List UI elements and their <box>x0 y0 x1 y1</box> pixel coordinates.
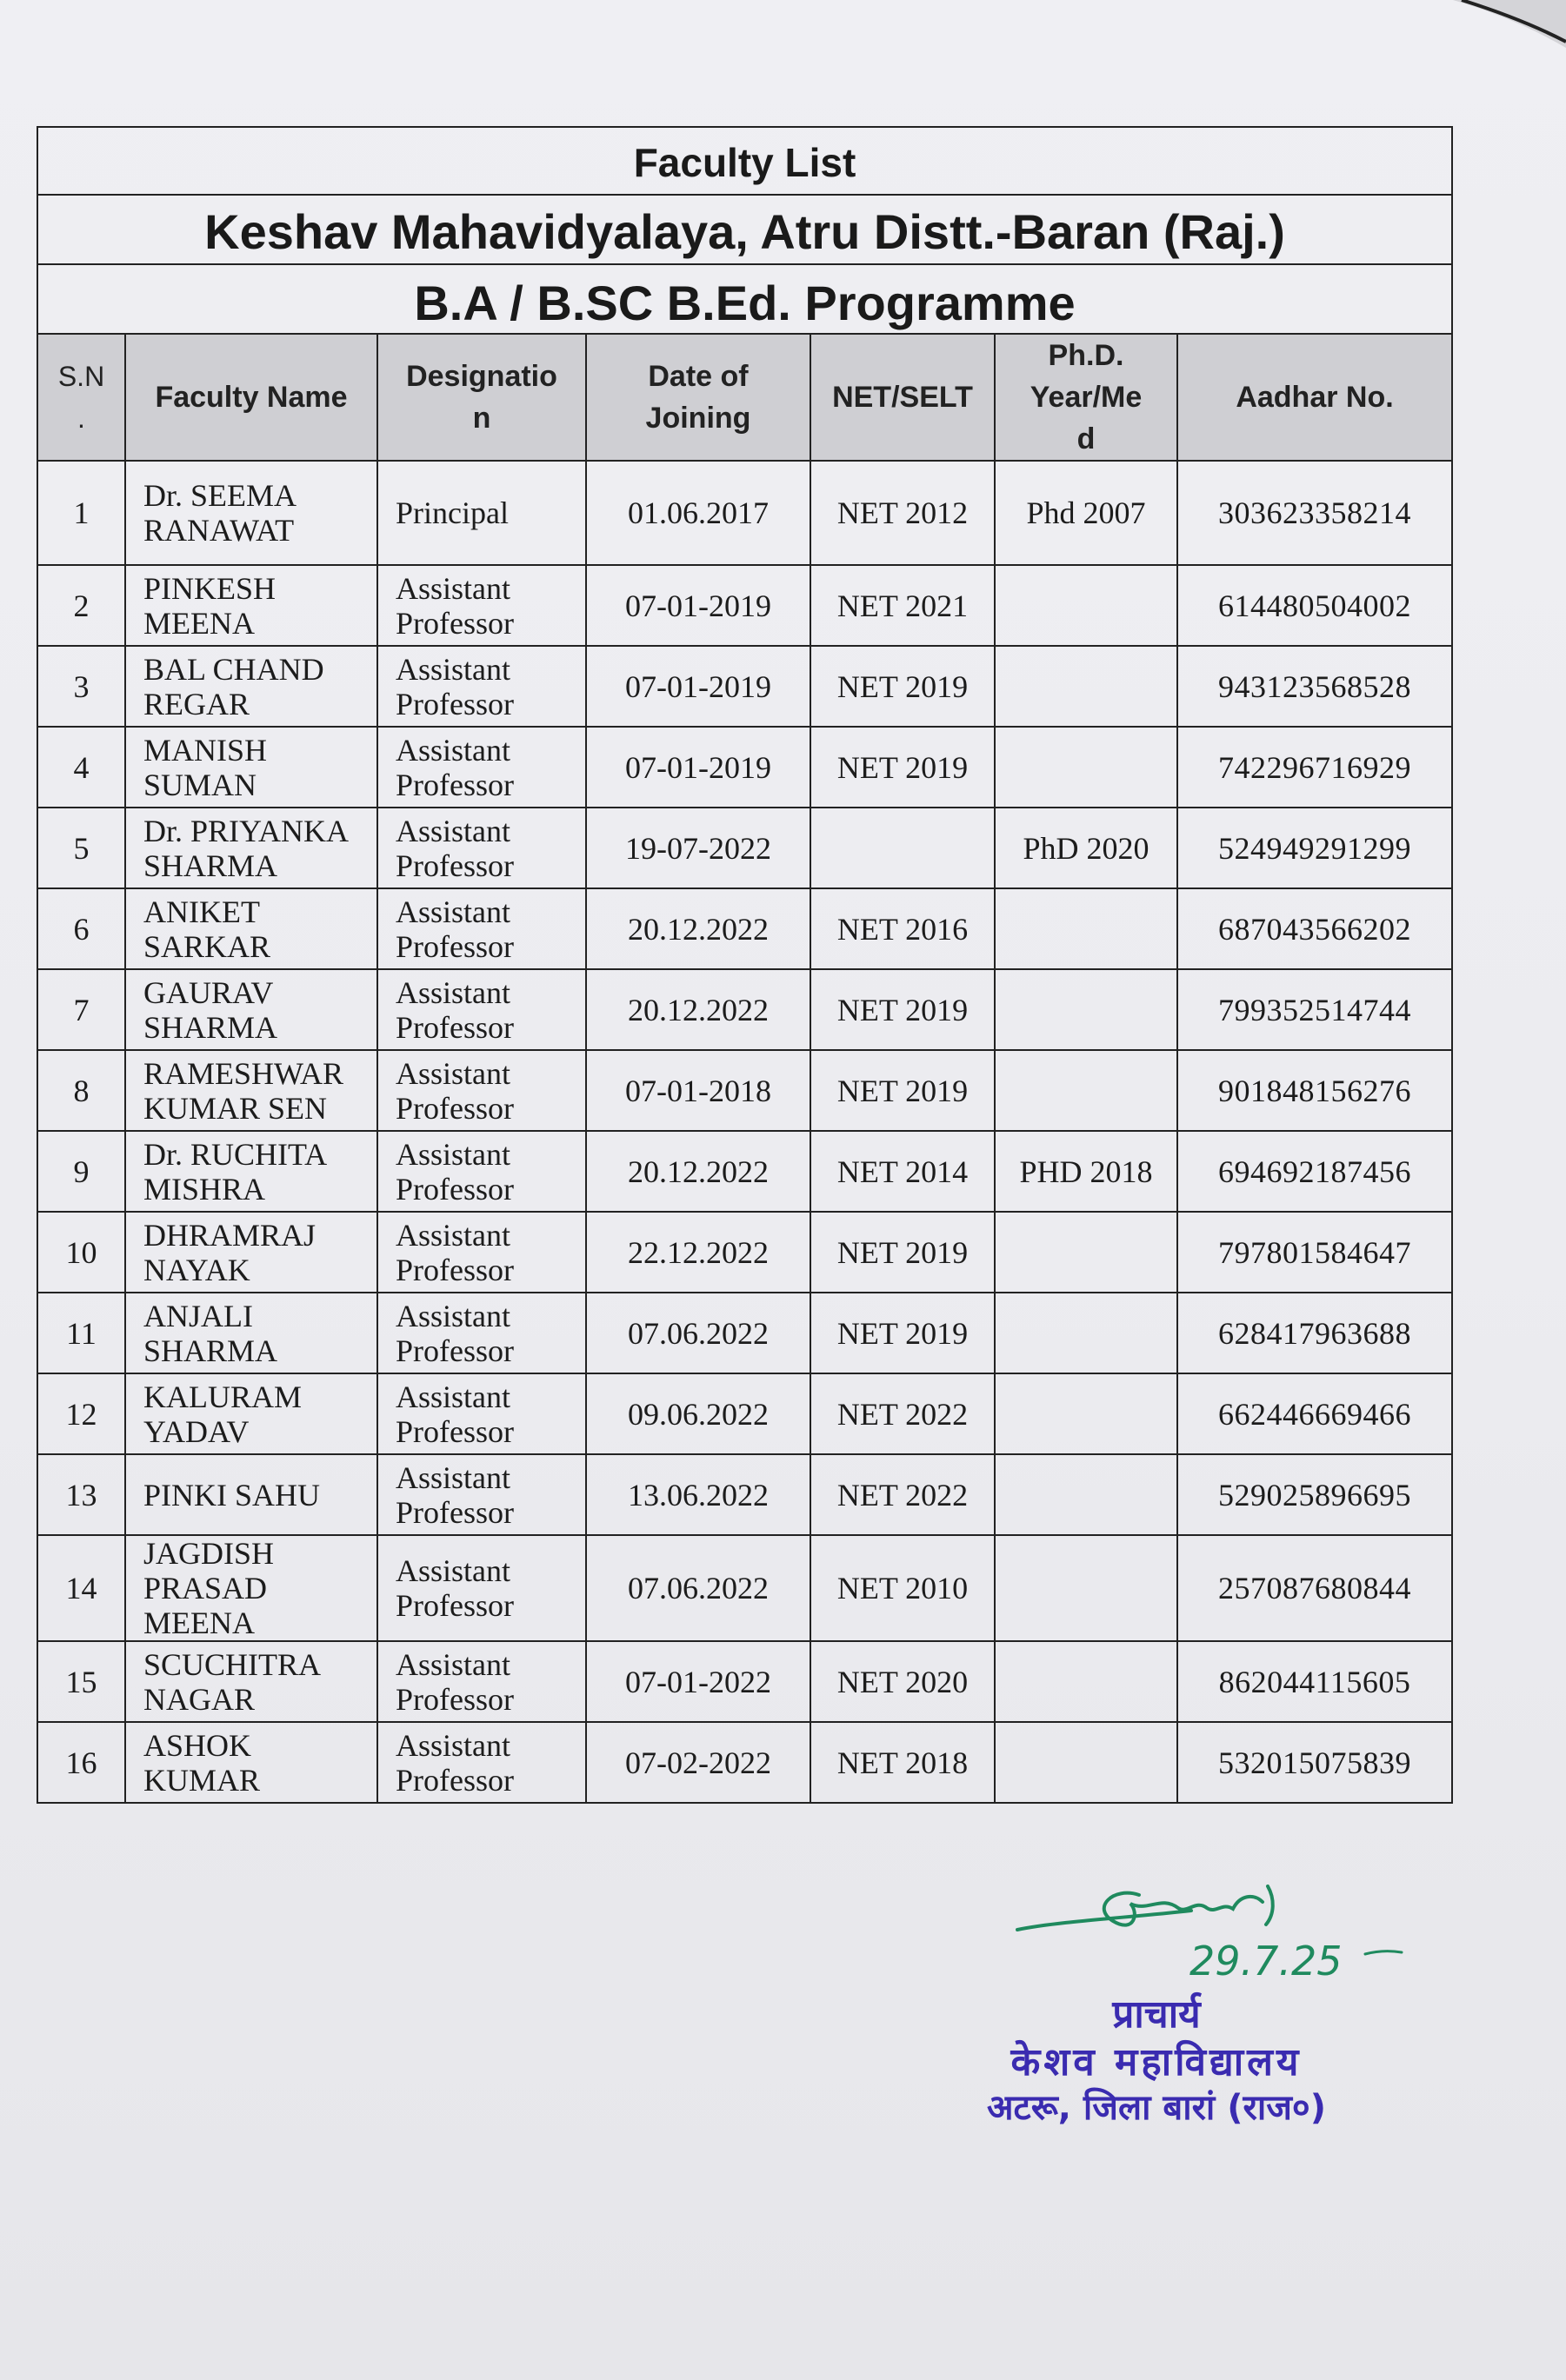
cell-designation: Principal <box>377 461 586 565</box>
cell-designation: Assistant Professor <box>377 1722 586 1802</box>
cell-aadhar: 694692187456 <box>1177 1131 1451 1212</box>
cell-faculty-name: SCUCHITRA NAGAR <box>125 1641 377 1722</box>
cell-net-selt: NET 2019 <box>810 727 995 808</box>
cell-faculty-name: JAGDISH PRASAD MEENA <box>125 1535 377 1641</box>
cell-aadhar: 529025896695 <box>1177 1454 1451 1535</box>
header-aadhar: Aadhar No. <box>1177 335 1451 461</box>
table-row <box>38 1131 1451 1212</box>
seal-line-2: केशव महाविद्यालय <box>1010 2040 1303 2084</box>
cell-net-selt <box>810 808 995 888</box>
cell-phd-year <box>995 888 1177 969</box>
cell-faculty-name: PINKI SAHU <box>125 1454 377 1535</box>
cell-aadhar: 662446669466 <box>1177 1373 1451 1454</box>
cell-designation: Assistant Professor <box>377 727 586 808</box>
cell-aadhar: 303623358214 <box>1177 461 1451 565</box>
cell-sn: 7 <box>38 969 125 1050</box>
cell-designation: Assistant Professor <box>377 565 586 646</box>
cell-date-of-joining: 19-07-2022 <box>586 808 810 888</box>
cell-sn: 1 <box>38 461 125 565</box>
cell-sn: 8 <box>38 1050 125 1131</box>
cell-aadhar: 862044115605 <box>1177 1641 1451 1722</box>
cell-sn: 5 <box>38 808 125 888</box>
cell-faculty-name: DHRAMRAJ NAYAK <box>125 1212 377 1293</box>
table-row <box>38 461 1451 565</box>
faculty-table <box>38 335 1451 1802</box>
cell-net-selt: NET 2014 <box>810 1131 995 1212</box>
cell-phd-year: PhD 2020 <box>995 808 1177 888</box>
cell-net-selt: NET 2021 <box>810 565 995 646</box>
cell-faculty-name: GAURAV SHARMA <box>125 969 377 1050</box>
cell-date-of-joining: 20.12.2022 <box>586 888 810 969</box>
seal-line-3: अटरू, जिला बारां (राज०) <box>987 2088 1326 2128</box>
header-faculty-name: Faculty Name <box>125 335 377 461</box>
cell-faculty-name: RAMESHWAR KUMAR SEN <box>125 1050 377 1131</box>
cell-phd-year <box>995 1641 1177 1722</box>
cell-sn: 12 <box>38 1373 125 1454</box>
table-row <box>38 1212 1451 1293</box>
header-sn: S.N . <box>38 335 125 461</box>
table-row <box>38 646 1451 727</box>
cell-date-of-joining: 07-02-2022 <box>586 1722 810 1802</box>
cell-date-of-joining: 01.06.2017 <box>586 461 810 565</box>
table-row <box>38 1641 1451 1722</box>
cell-date-of-joining: 07-01-2018 <box>586 1050 810 1131</box>
seal-line-1: प्राचार्य <box>1112 1992 1201 2037</box>
handwritten-signature <box>1009 1860 1461 1999</box>
document-title: Faculty List <box>38 128 1451 196</box>
cell-phd-year <box>995 1293 1177 1373</box>
cell-date-of-joining: 07.06.2022 <box>586 1535 810 1641</box>
cell-aadhar: 742296716929 <box>1177 727 1451 808</box>
cell-sn: 3 <box>38 646 125 727</box>
table-row <box>38 727 1451 808</box>
table-row <box>38 1373 1451 1454</box>
cell-phd-year <box>995 1373 1177 1454</box>
cell-net-selt: NET 2019 <box>810 969 995 1050</box>
cell-net-selt: NET 2022 <box>810 1373 995 1454</box>
programme-name: B.A / B.SC B.Ed. Programme <box>38 265 1451 335</box>
cell-phd-year: PHD 2018 <box>995 1131 1177 1212</box>
cell-aadhar: 943123568528 <box>1177 646 1451 727</box>
cell-designation: Assistant Professor <box>377 1131 586 1212</box>
cell-sn: 14 <box>38 1535 125 1641</box>
principal-seal <box>948 1991 1365 2130</box>
cell-faculty-name: MANISH SUMAN <box>125 727 377 808</box>
table-row <box>38 565 1451 646</box>
cell-designation: Assistant Professor <box>377 808 586 888</box>
cell-faculty-name: Dr. PRIYANKA SHARMA <box>125 808 377 888</box>
cell-net-selt: NET 2022 <box>810 1454 995 1535</box>
cell-aadhar: 797801584647 <box>1177 1212 1451 1293</box>
cell-aadhar: 614480504002 <box>1177 565 1451 646</box>
cell-faculty-name: Dr. RUCHITA MISHRA <box>125 1131 377 1212</box>
cell-sn: 2 <box>38 565 125 646</box>
table-row <box>38 808 1451 888</box>
header-date-of-joining: Date of Joining <box>586 335 810 461</box>
cell-faculty-name: ANIKET SARKAR <box>125 888 377 969</box>
table-row <box>38 1293 1451 1373</box>
cell-sn: 4 <box>38 727 125 808</box>
cell-net-selt: NET 2019 <box>810 1293 995 1373</box>
cell-date-of-joining: 07-01-2022 <box>586 1641 810 1722</box>
cell-designation: Assistant Professor <box>377 646 586 727</box>
cell-phd-year <box>995 969 1177 1050</box>
cell-net-selt: NET 2010 <box>810 1535 995 1641</box>
cell-aadhar: 687043566202 <box>1177 888 1451 969</box>
cell-date-of-joining: 20.12.2022 <box>586 1131 810 1212</box>
corner-shadow <box>1444 0 1566 52</box>
cell-date-of-joining: 09.06.2022 <box>586 1373 810 1454</box>
cell-phd-year <box>995 1212 1177 1293</box>
cell-aadhar: 524949291299 <box>1177 808 1451 888</box>
cell-faculty-name: ASHOK KUMAR <box>125 1722 377 1802</box>
cell-date-of-joining: 20.12.2022 <box>586 969 810 1050</box>
cell-designation: Assistant Professor <box>377 1535 586 1641</box>
cell-phd-year <box>995 1050 1177 1131</box>
cell-date-of-joining: 07-01-2019 <box>586 727 810 808</box>
cell-date-of-joining: 13.06.2022 <box>586 1454 810 1535</box>
cell-sn: 13 <box>38 1454 125 1535</box>
faculty-list-sheet <box>37 126 1453 1804</box>
cell-net-selt: NET 2019 <box>810 646 995 727</box>
header-designation: Designatio n <box>377 335 586 461</box>
cell-aadhar: 532015075839 <box>1177 1722 1451 1802</box>
cell-net-selt: NET 2019 <box>810 1212 995 1293</box>
cell-faculty-name: ANJALI SHARMA <box>125 1293 377 1373</box>
cell-faculty-name: KALURAM YADAV <box>125 1373 377 1454</box>
header-row <box>38 335 1451 461</box>
cell-phd-year: Phd 2007 <box>995 461 1177 565</box>
cell-net-selt: NET 2018 <box>810 1722 995 1802</box>
cell-designation: Assistant Professor <box>377 1641 586 1722</box>
table-row <box>38 1722 1451 1802</box>
cell-sn: 11 <box>38 1293 125 1373</box>
cell-phd-year <box>995 646 1177 727</box>
cell-phd-year <box>995 1535 1177 1641</box>
signature-date: 29.7.25 <box>1189 1938 1343 1984</box>
cell-faculty-name: PINKESH MEENA <box>125 565 377 646</box>
cell-sn: 15 <box>38 1641 125 1722</box>
cell-net-selt: NET 2019 <box>810 1050 995 1131</box>
cell-net-selt: NET 2012 <box>810 461 995 565</box>
cell-sn: 16 <box>38 1722 125 1802</box>
table-row <box>38 1050 1451 1131</box>
cell-designation: Assistant Professor <box>377 888 586 969</box>
cell-designation: Assistant Professor <box>377 1293 586 1373</box>
cell-aadhar: 257087680844 <box>1177 1535 1451 1641</box>
header-phd-year: Ph.D. Year/Me d <box>995 335 1177 461</box>
cell-aadhar: 901848156276 <box>1177 1050 1451 1131</box>
cell-net-selt: NET 2016 <box>810 888 995 969</box>
table-row <box>38 1454 1451 1535</box>
cell-designation: Assistant Professor <box>377 1050 586 1131</box>
cell-phd-year <box>995 1454 1177 1535</box>
cell-date-of-joining: 07-01-2019 <box>586 565 810 646</box>
cell-phd-year <box>995 565 1177 646</box>
cell-phd-year <box>995 1722 1177 1802</box>
cell-aadhar: 628417963688 <box>1177 1293 1451 1373</box>
table-row <box>38 969 1451 1050</box>
table-row <box>38 888 1451 969</box>
cell-faculty-name: Dr. SEEMA RANAWAT <box>125 461 377 565</box>
table-header <box>38 335 1451 461</box>
cell-designation: Assistant Professor <box>377 1454 586 1535</box>
cell-date-of-joining: 22.12.2022 <box>586 1212 810 1293</box>
cell-designation: Assistant Professor <box>377 1373 586 1454</box>
table-row <box>38 1535 1451 1641</box>
cell-designation: Assistant Professor <box>377 1212 586 1293</box>
cell-sn: 9 <box>38 1131 125 1212</box>
cell-sn: 6 <box>38 888 125 969</box>
cell-net-selt: NET 2020 <box>810 1641 995 1722</box>
cell-faculty-name: BAL CHAND REGAR <box>125 646 377 727</box>
header-net-selt: NET/SELT <box>810 335 995 461</box>
college-name: Keshav Mahavidyalaya, Atru Distt.-Baran (Raj.) <box>38 196 1451 265</box>
cell-aadhar: 799352514744 <box>1177 969 1451 1050</box>
cell-sn: 10 <box>38 1212 125 1293</box>
table-body <box>38 461 1451 1802</box>
cell-date-of-joining: 07.06.2022 <box>586 1293 810 1373</box>
cell-phd-year <box>995 727 1177 808</box>
cell-date-of-joining: 07-01-2019 <box>586 646 810 727</box>
cell-designation: Assistant Professor <box>377 969 586 1050</box>
